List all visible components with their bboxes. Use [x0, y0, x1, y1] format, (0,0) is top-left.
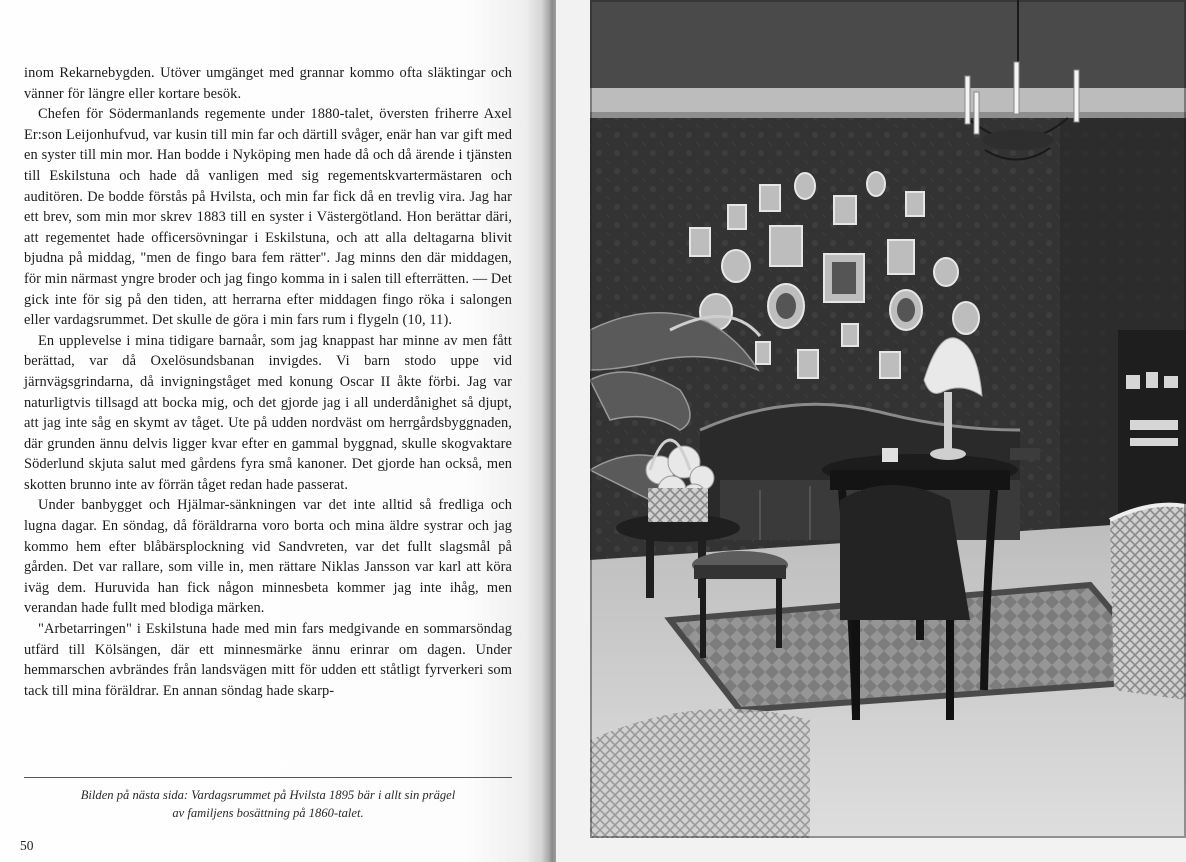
caption-line-1: Bilden på nästa sida: Vardagsrummet på Hvilsta 1895 bär i allt sin prägel — [80, 788, 456, 802]
paragraph-4: Under banbygget och Hjälmar-sänkningen var det inte alltid så fredliga och lugna dagar. En söndag, då föräldrarna voro borta och mina äldre systrar och jag kommo hem efter blåbärsplockning vid Sandvreten, var det fullt slagsmål på gården. Det var rallare, som ville in, men rättare Niklas Jansson var karl att köra iväg dem. Huruvida han fick någon minnesbeta kommer jag inte ihåg, men verandan hade fullt med blodiga märken. — [24, 497, 512, 617]
paragraph-3: En upplevelse i mina tidigare barnaår, som jag knappast har minne av men fått berättad, var då Oxelösundsbanan invigdes. Vi barn stodo uppe vid järnvägsgrindarna, då invigningståget med konung Oscar II åkte förbi. Jag var naturligtvis tillsagd att bocka mig, och det gjorde jag i all underdånighet så djupt, att jag inte såg en skymt av tåget. Ute på udden nordväst om herrgårdsbyggnaden, där grunden ännu delvis ligger kvar efter en gammal byggnad, skulle skogvaktare Söderlund skjuta salut med gårdens fyra små kanoner. Det gjorde han också, men skotten brunno inte av förrän tåget redan hade passerat. — [24, 332, 512, 493]
body-text — [24, 63, 512, 701]
caption-divider — [24, 777, 512, 778]
paragraph-5: "Arbetarringen" i Eskilstuna hade med min fars medgivande en sommarsöndag utfärd till Kölsängen, där ett minnesmärke ännu erinrar om dagen. Under hemmarschen avbrändes från landsvägen mitt för udden ett ståtligt fyrverkeri som tack till mina föräldrar. En annan söndag hade skarp- — [24, 621, 512, 699]
page-number: 50 — [20, 838, 34, 853]
figure-caption — [24, 786, 512, 822]
paragraph-1: inom Rekarnebygden. Utöver umgänget med grannar kommo ofta släktingar och vänner för längre eller kortare besök. — [24, 65, 512, 102]
left-page — [0, 0, 548, 862]
paragraph-2: Chefen för Södermanlands regemente under 1880-talet, översten friherre Axel Er:son Leijonhufvud, var kusin till min far och därtill svåger, enär han var gift med en syster till min mor. Han bodde i Nyköping men hade då och då ärende i tjänsten till Eskilstuna och hade då vanligen med sig regementskvartermästaren och auditören. De bodde förstås på Hvilsta, och min far fick då en trevlig vira. Jag har ett brev, som min mor skrev 1883 till en syster i Västergötland. Hon berättar däri, att regementet hade officersövningar i Eskilstuna, och att alla deltagarna blivit bjudna på middag, "men de fingo bara fem rätter". Jag minns den där middagen, för min närmast yngre broder och jag fingo komma in i salen till efterrätten. — Det gick inte för sig på den tiden, att herrarna efter middagen fingo röka i salongen eller vardagsrummet. Det skulle de göra i min fars rum i flygeln (10, 11). — [24, 106, 512, 329]
living-room-photo-illustration — [590, 0, 1186, 838]
interior-photograph — [590, 0, 1186, 838]
caption-line-2: av familjens bosättning på 1860-talet. — [172, 806, 364, 820]
